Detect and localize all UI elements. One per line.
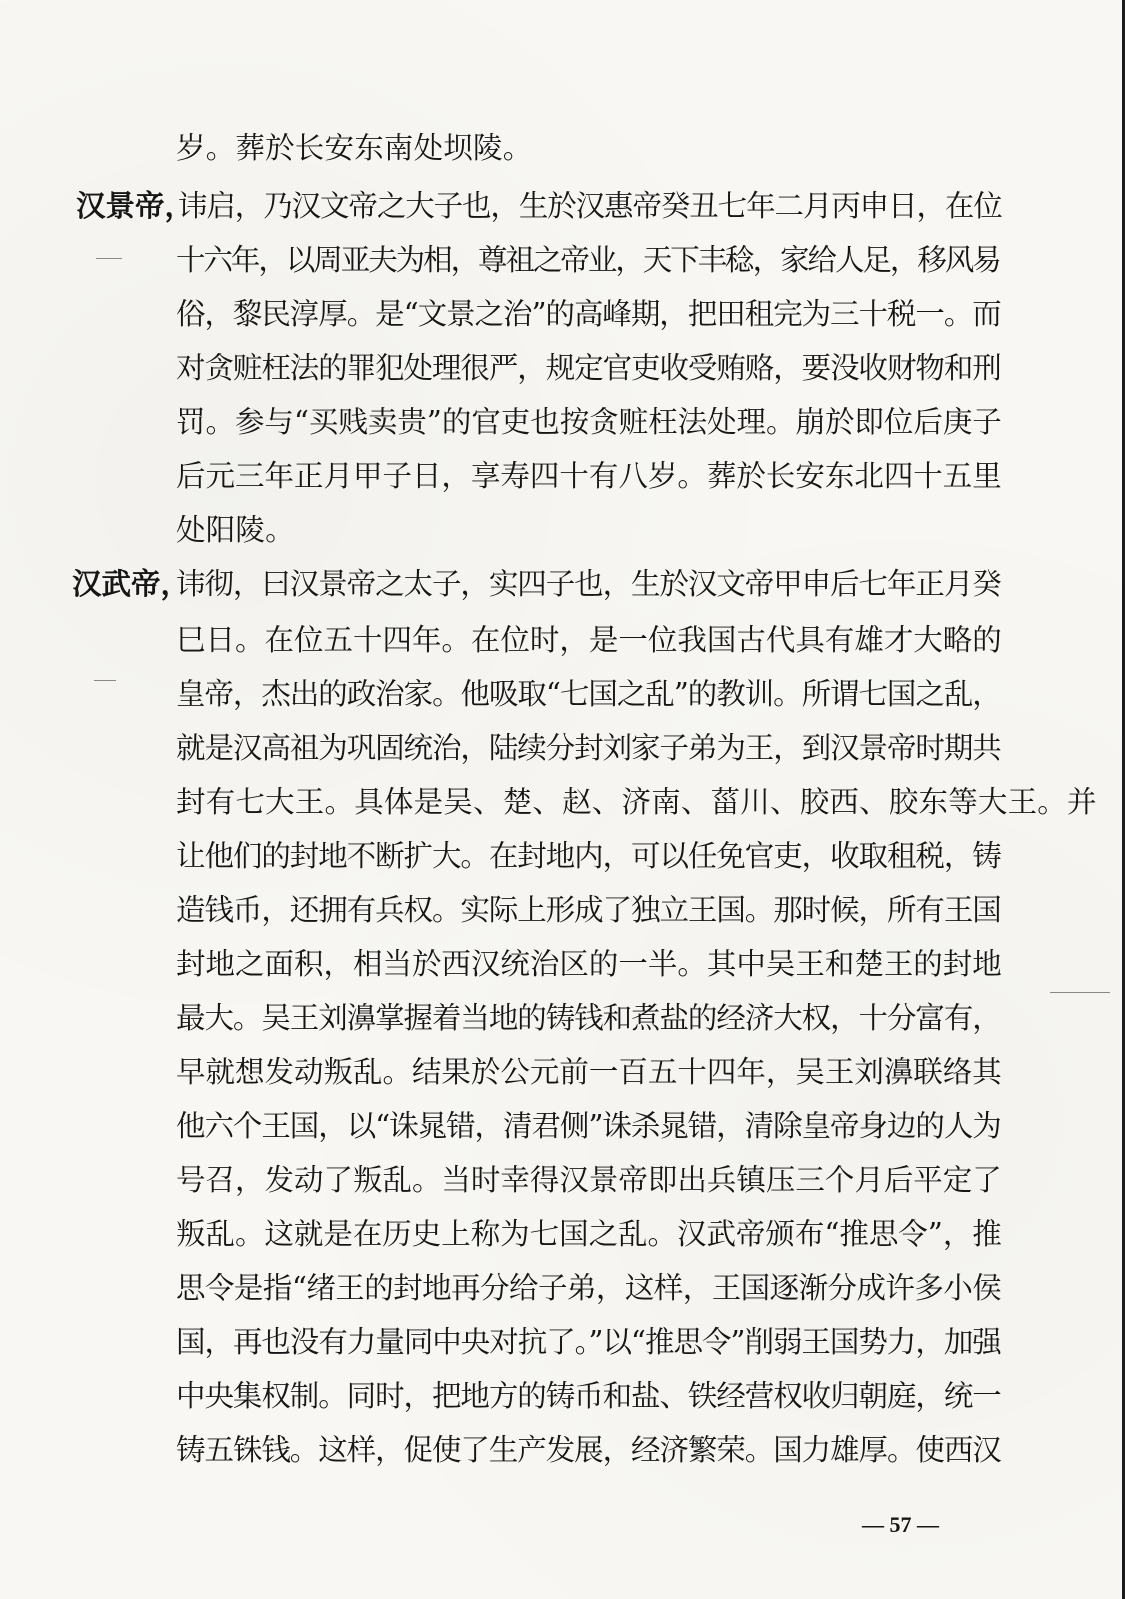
entry-heading-wudi: 汉武帝，: [72, 567, 191, 601]
text-line: 对贪赃枉法的罪犯处理很严，规定官吏收受贿赂，要没收财物和刑: [176, 351, 1001, 385]
text-line: 就是汉高祖为巩固统治，陆续分封刘家子弟为王，到汉景帝时期共: [176, 731, 1001, 765]
text-line: 封有七大王。具体是吴、楚、赵、济南、菑川、胶西、胶东等大王。并: [176, 785, 1097, 819]
text-line: 岁。葬於长安东南处坝陵。: [176, 131, 533, 165]
text-line: 讳启，乃汉文帝之大子也，生於汉惠帝癸丑七年二月丙申日，在位: [178, 189, 1002, 223]
text-line: 罚。参与“买贱卖贵”的官吏也按贪赃枉法处理。崩於即位后庚子: [176, 405, 1002, 439]
page-number: — 57 —: [862, 1512, 939, 1537]
scan-mark: [94, 680, 116, 681]
text-line: 他六个王国，以“诛晁错，清君侧”诛杀晁错，清除皇帝身边的人为: [176, 1109, 1001, 1143]
text-line: 处阳陵。: [176, 513, 295, 547]
text-line: 中央集权制。同时，把地方的铸币和盐、铁经营权收归朝庭，统一: [176, 1379, 1001, 1413]
text-line: 后元三年正月甲子日，享寿四十有八岁。葬於长安东北四十五里: [176, 459, 1002, 493]
scan-mark: [1050, 992, 1110, 993]
entry-heading-jingdi: 汉景帝，: [76, 189, 195, 223]
text-line: 号召，发动了叛乱。当时幸得汉景帝即出兵镇压三个月后平定了: [176, 1163, 1002, 1197]
text-line: 叛乱。这就是在历史上称为七国之乱。汉武帝颁布“推思令”，推: [176, 1217, 1002, 1251]
scan-mark: [96, 258, 122, 259]
text-line: 早就想发动叛乱。结果於公元前一百五十四年，吴王刘濞联络其: [176, 1055, 1002, 1089]
text-line: 封地之面积，相当於西汉统治区的一半。其中吴王和楚王的封地: [176, 947, 1002, 981]
text-line: 铸五铢钱。这样，促使了生产发展，经济繁荣。国力雄厚。使西汉: [176, 1433, 1001, 1467]
text-line: 巳日。在位五十四年。在位时，是一位我国古代具有雄才大略的: [176, 623, 1002, 657]
text-line: 十六年，以周亚夫为相，尊祖之帝业，天下丰稔，家给人足，移风易: [176, 243, 1000, 277]
text-line: 国，再也没有力量同中央对抗了。”以“推思令”削弱王国势力，加强: [176, 1325, 1001, 1359]
text-line: 最大。吴王刘濞掌握着当地的铸钱和煮盐的经济大权，十分富有，: [176, 1001, 1001, 1035]
text-line: 讳彻，曰汉景帝之太子，实四子也，生於汉文帝甲申后七年正月癸: [176, 567, 1001, 601]
text-line: 思令是指“绪王的封地再分给子弟，这样，王国逐渐分成许多小侯: [176, 1271, 1002, 1305]
text-line: 让他们的封地不断扩大。在封地内，可以任免官吏，收取租税，铸: [176, 839, 1001, 873]
text-line: 俗，黎民淳厚。是“文景之治”的高峰期，把田租完为三十税一。而: [176, 297, 1001, 331]
text-line: 皇帝，杰出的政治家。他吸取“七国之乱”的教训。所谓七国之乱，: [176, 677, 1001, 711]
text-line: 造钱币，还拥有兵权。实际上形成了独立王国。那时候，所有王国: [176, 893, 1001, 927]
